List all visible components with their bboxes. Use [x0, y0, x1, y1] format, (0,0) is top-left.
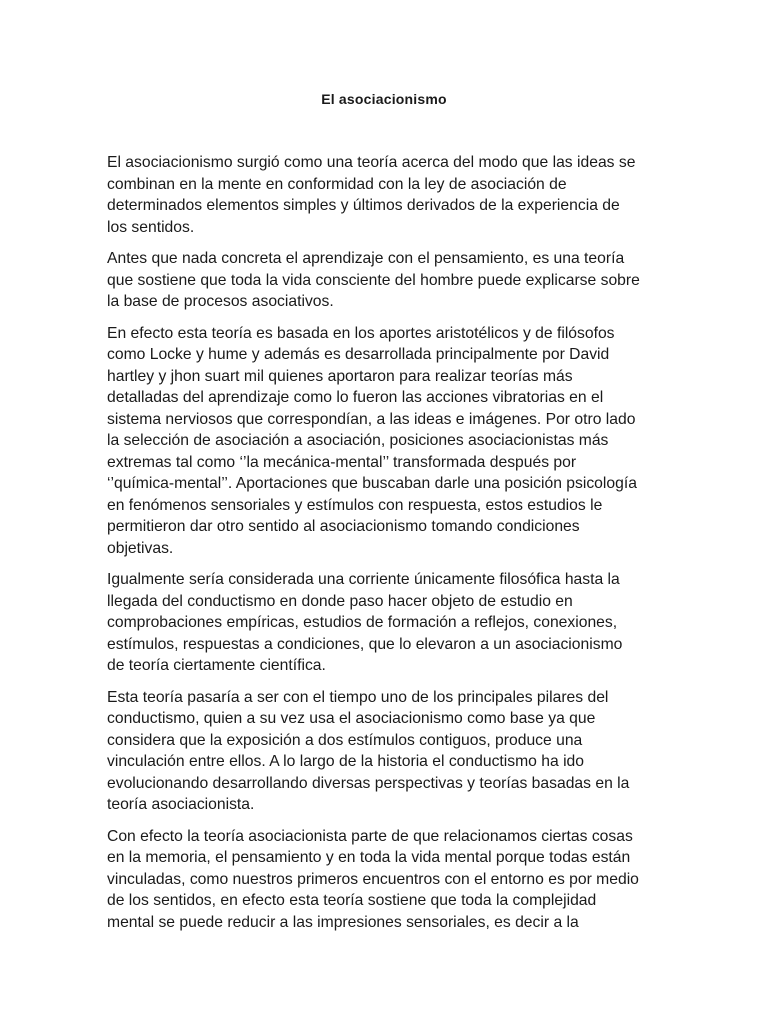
text-line: ‘’química-mental’’. Aportaciones que buscaban darle una posición psicología — [107, 475, 637, 492]
text-line: conductismo, quien a su vez usa el asociacionismo como base ya que — [107, 710, 596, 727]
text-line: vinculación entre ellos. A lo largo de la historia el conductismo ha ido — [107, 753, 585, 770]
paragraph — [107, 152, 677, 238]
document-title: El asociacionismo — [321, 91, 447, 107]
text-line: la selección de asociación a asociación, posiciones asociacionistas más — [107, 432, 609, 449]
paragraph — [107, 826, 677, 934]
text-line: El asociacionismo surgió como una teoría acerca del modo que las ideas se — [107, 154, 636, 171]
paragraph — [107, 248, 677, 313]
text-line: hartley y jhon suart mil quienes aportaron para realizar teorías más — [107, 367, 573, 385]
text-line: como Locke y hume y además es desarrollada principalmente por David — [107, 346, 610, 363]
text-line: sistema nerviosos que correspondían, a las ideas e imágenes. Por otro lado — [107, 410, 636, 428]
text-line: en fenómenos sensoriales y estímulos con respuesta, estos estudios le — [107, 496, 603, 514]
text-line: teoría asociacionista. — [107, 796, 255, 813]
text-line: Esta teoría pasaría a ser con el tiempo uno de los principales pilares del — [107, 688, 609, 706]
text-line: estímulos, respuestas a condiciones, que lo elevaron a un asociacionismo — [107, 635, 623, 653]
text-line: Con efecto la teoría asociacionista parte de que relacionamos ciertas cosas — [107, 827, 633, 845]
text-line: combinan en la mente en conformidad con la ley de asociación de — [107, 175, 567, 193]
paragraph — [107, 569, 677, 677]
text-line: En efecto esta teoría es basada en los aportes aristotélicos y de filósofos — [107, 324, 615, 342]
text-line: extremas tal como ‘’la mecánica-mental’’ transformada después por — [107, 453, 577, 471]
text-line: evolucionando desarrollando diversas perspectivas y teorías basadas en la — [107, 774, 630, 792]
text-line: comprobaciones empíricas, estudios de formación a reflejos, conexiones, — [107, 614, 618, 631]
text-line: Antes que nada concreta el aprendizaje con el pensamiento, es una teoría — [107, 250, 625, 267]
text-line: mental se puede reducir a las impresiones sensoriales, es decir a la — [107, 913, 579, 931]
text-line: en la memoria, el pensamiento y en toda la vida mental porque todas están — [107, 849, 631, 866]
text-line: de teoría ciertamente científica. — [107, 657, 326, 674]
paragraph — [107, 323, 677, 560]
document-body — [107, 152, 677, 943]
text-line: objetivas. — [107, 539, 174, 557]
text-line: Igualmente sería considerada una corriente únicamente filosófica hasta la — [107, 571, 620, 588]
text-line: de los sentidos, en efecto esta teoría sostiene que toda la complejidad — [107, 892, 597, 909]
text-line: vinculadas, como nuestros primeros encuentros con el entorno es por medio — [107, 870, 639, 888]
text-line: que sostiene que toda la vida consciente del hombre puede explicarse sobre — [107, 271, 640, 289]
text-line: considera que la exposición a dos estímulos contiguos, produce una — [107, 731, 583, 749]
text-line: llegada del conductismo en donde paso hacer objeto de estudio en — [107, 592, 573, 610]
text-line: detalladas del aprendizaje como lo fueron las acciones vibratorias en el — [107, 389, 604, 406]
text-line: permitieron dar otro sentido al asociacionismo tomando condiciones — [107, 518, 580, 535]
text-line: la base de procesos asociativos. — [107, 293, 334, 310]
paragraph — [107, 687, 677, 816]
text-line: determinados elementos simples y últimos derivados de la experiencia de — [107, 197, 620, 214]
text-line: los sentidos. — [107, 218, 195, 236]
